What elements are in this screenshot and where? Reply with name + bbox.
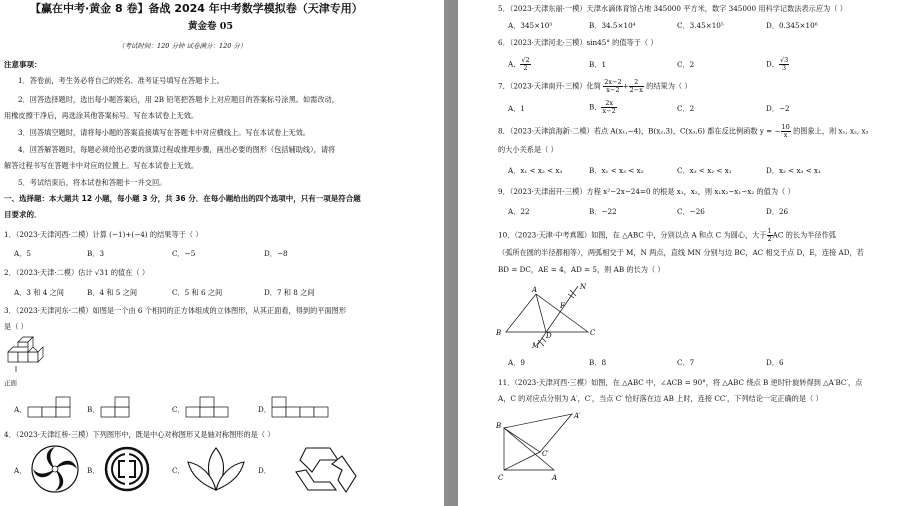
q10-option-d[interactable]: D．6 bbox=[766, 358, 784, 367]
q6-option-d[interactable] bbox=[766, 57, 789, 72]
q6-option-a-letter: A． bbox=[508, 59, 521, 69]
q11-stem-cont: A，C 的对应点分别为 A′，C′，当点 C′ 恰好落在边 AB 上时，连接 CC′，下列结论一定正确的是（ ） bbox=[498, 394, 823, 403]
q4-stem: 4．（2023·天津红桥·三模）下列图形中，既是中心对称图形又是轴对称图形的是（ ） bbox=[4, 430, 275, 439]
q4-option-c-figure bbox=[184, 444, 248, 494]
q11-rotation-figure bbox=[496, 406, 586, 486]
note-line: 用橡皮擦干净后，再选涂其他答案标号。写在本试卷上无效。 bbox=[4, 111, 199, 120]
q1-stem: 1．（2023·天津河西·二模）计算 (−1)+(−4) 的结果等于（ ） bbox=[4, 230, 203, 239]
plus-sign: + bbox=[622, 81, 629, 91]
q10-label-d: D bbox=[546, 332, 552, 340]
q9-option-b[interactable]: B．−22 bbox=[589, 207, 617, 216]
q3-solid-figure bbox=[6, 336, 50, 372]
q10-label-a: A bbox=[532, 286, 538, 294]
q6-stem: 6．（2023·天津河北·三模）sin45° 的值等于（ ） bbox=[498, 38, 658, 47]
notes-header: 注意事项： bbox=[4, 60, 42, 69]
q8-option-d[interactable]: D．x₂ < x₃ < x₁ bbox=[766, 166, 821, 175]
q11-stem: 11．（2023·天津河西·三模）如图，在 △ABC 中，∠ACB = 90°，将 △ABC 绕点 B 逆时针旋转得到 △A′BC′，点 bbox=[498, 378, 863, 387]
q3-option-c[interactable]: C． bbox=[172, 405, 185, 414]
q1-option-b[interactable]: B．3 bbox=[87, 249, 105, 258]
fraction-numerator: √2 bbox=[521, 56, 530, 64]
exam-title: 【赢在中考·黄金 8 卷】备战 2024 年中考数学模拟卷（天津专用） bbox=[30, 2, 363, 15]
q5-option-b[interactable]: B．34.5×10⁴ bbox=[589, 21, 636, 30]
q7-stem-pre: 7．（2023·天津南开·三模）化简 bbox=[498, 81, 601, 91]
q11-label-a: A bbox=[552, 474, 558, 482]
q4-option-c[interactable]: C． bbox=[172, 466, 185, 475]
q8-fraction bbox=[781, 124, 791, 139]
q10-option-a[interactable]: A．9 bbox=[508, 358, 525, 367]
q6-option-d-letter: D． bbox=[766, 59, 779, 69]
q6-option-a[interactable] bbox=[508, 57, 531, 72]
note-line: 5．考试结束后，将本试卷和答题卡一并交回。 bbox=[18, 178, 167, 187]
q10-label-f: F bbox=[560, 302, 565, 310]
q6-option-b[interactable]: B．1 bbox=[589, 60, 607, 69]
q7-stem bbox=[498, 79, 692, 94]
fraction-denominator: 2 bbox=[523, 64, 528, 72]
q7-option-b[interactable] bbox=[589, 100, 617, 115]
q4-option-b[interactable]: B． bbox=[87, 466, 100, 475]
q3-option-d[interactable]: D． bbox=[258, 405, 271, 414]
q7-option-c[interactable]: C．2 bbox=[677, 104, 695, 113]
q8-stem-pre: 8．（2023·天津滨海新·二模）若点 A(x₁,−4)，B(x₂,3)，C(x₃,6) 都在反比例函数 y = − bbox=[498, 126, 781, 136]
q10-triangle-figure bbox=[494, 280, 604, 348]
fraction-numerator: 2 bbox=[629, 79, 644, 87]
fraction-numerator: 2x−2 bbox=[604, 78, 622, 86]
q10-label-n: N bbox=[580, 283, 587, 291]
q10-stem-cont: （弧所在圆的半径都相等），两弧相交于 M，N 两点，直线 MN 分别与边 BC，AC 相交于点 D，E，连接 AD，若 bbox=[498, 248, 864, 257]
q2-option-c[interactable]: C．5 和 6 之间 bbox=[172, 288, 223, 297]
q9-option-a[interactable]: A．22 bbox=[508, 207, 530, 216]
q4-option-b-figure bbox=[104, 446, 150, 492]
q4-option-d-figure bbox=[290, 442, 362, 496]
q8-stem bbox=[498, 124, 868, 139]
note-line: 2．回答选择题时，选出每小题答案后，用 2B 铅笔把答题卡上对应题目的答案标号涂黑。如需改动， bbox=[18, 95, 339, 104]
q4-option-d[interactable]: D． bbox=[258, 466, 271, 475]
q9-option-c[interactable]: C．−26 bbox=[677, 207, 705, 216]
q6-option-d-fraction bbox=[779, 57, 789, 72]
q8-option-a[interactable]: A．x₁ < x₂ < x₃ bbox=[508, 166, 563, 175]
q8-option-b[interactable]: B．x₁ < x₃ < x₂ bbox=[589, 166, 644, 175]
q1-option-d[interactable]: D．−8 bbox=[264, 249, 288, 258]
section-1-heading: 一、选择题：本大题共 12 小题，每小题 3 分，共 36 分．在每小题给出的四个选项中，只有一项是符合题 bbox=[4, 194, 361, 203]
q1-option-c[interactable]: C．−5 bbox=[172, 249, 196, 258]
q7-stem-post: 的结果为（ ） bbox=[646, 81, 692, 91]
fraction-numerator: √3 bbox=[779, 56, 789, 64]
q2-option-a[interactable]: A．3 和 4 之间 bbox=[14, 288, 64, 297]
fraction-denominator: 3 bbox=[782, 64, 787, 72]
q9-stem: 9．（2023·天津南开·三模）方程 x²−2x−24=0 的根是 x₁，x₂，则 x₁x₂−x₁−x₂ 的值为（ ） bbox=[498, 187, 795, 196]
q7-fraction-2 bbox=[629, 79, 644, 94]
q6-option-c[interactable]: C．2 bbox=[677, 60, 695, 69]
exam-page-right bbox=[458, 0, 900, 506]
fraction-numerator: 1 bbox=[767, 227, 772, 235]
section-1-heading-cont: 目要求的． bbox=[4, 210, 42, 219]
q1-option-a[interactable]: A．5 bbox=[14, 249, 31, 258]
q7-fraction-1 bbox=[603, 79, 622, 94]
q4-option-a[interactable]: A． bbox=[14, 466, 27, 475]
q5-option-d[interactable]: D．0.345×10⁶ bbox=[766, 21, 818, 30]
q4-option-a-figure bbox=[30, 444, 80, 494]
note-line: 4．回答解答题时，每题必须给出必要的演算过程或推理步骤，画出必要的图形（包括辅助线），请将 bbox=[18, 145, 336, 154]
note-line: 1．答卷前，考生务必将自己的姓名、准考证号填写在答题卡上。 bbox=[18, 76, 224, 85]
q3-option-a[interactable]: A． bbox=[14, 405, 27, 414]
q10-label-b: B bbox=[496, 329, 502, 337]
exam-info: （考试时间：120 分钟 试卷满分：120 分） bbox=[118, 42, 247, 50]
q8-option-c[interactable]: C．x₃ < x₂ < x₁ bbox=[677, 166, 732, 175]
q3-option-d-figure bbox=[271, 396, 331, 418]
fraction-denominator: 2−x bbox=[629, 86, 643, 94]
q3-option-c-figure bbox=[185, 396, 230, 418]
q7-option-d[interactable]: D．−2 bbox=[766, 104, 790, 113]
note-line: 解答过程书写在答题卡中对应的位置上。写在本试卷上无效。 bbox=[4, 161, 199, 170]
fraction-numerator: 2x bbox=[601, 100, 616, 108]
q8-stem-cont: 的大小关系是（ ） bbox=[498, 145, 558, 154]
q11-label-c-prime: C′ bbox=[542, 450, 549, 458]
q5-option-a[interactable]: A．345×10³ bbox=[508, 21, 553, 30]
q3-option-b[interactable]: B． bbox=[87, 405, 100, 414]
q11-label-c: C bbox=[498, 474, 504, 482]
fraction-denominator: 2 bbox=[767, 235, 772, 243]
q10-option-c[interactable]: C．7 bbox=[677, 358, 695, 367]
q10-stem-cont2: BD = DC，AE = 4，AD = 5，则 AB 的长为（ ） bbox=[498, 265, 665, 274]
q10-option-b[interactable]: B．8 bbox=[589, 358, 607, 367]
q3-option-a-figure bbox=[27, 396, 72, 418]
q7-option-b-letter: B． bbox=[589, 102, 602, 112]
q10-label-c: C bbox=[590, 329, 596, 337]
fraction-numerator: 10 bbox=[781, 123, 790, 131]
q10-label-m: M bbox=[532, 342, 540, 350]
fraction-denominator: x−2 bbox=[606, 86, 620, 94]
fraction-denominator: x−2 bbox=[602, 107, 616, 115]
q10-stem-post: AC 的长为半径作弧 bbox=[772, 230, 836, 240]
q11-label-b: B bbox=[496, 422, 502, 430]
q2-option-d[interactable]: D．7 和 8 之间 bbox=[264, 288, 315, 297]
q8-stem-post: 的图象上，则 x₁, x₂, x₃ bbox=[790, 126, 869, 136]
page-gap bbox=[444, 0, 458, 506]
q11-label-a-prime: A′ bbox=[574, 412, 581, 420]
q7-option-a[interactable]: A．1 bbox=[508, 104, 525, 113]
q2-stem: 2．（2023·天津·二模）估计 √31 的值在（ ） bbox=[4, 268, 150, 277]
exam-page-left bbox=[0, 0, 444, 506]
q5-option-c[interactable]: C．3.45×10⁵ bbox=[677, 21, 724, 30]
q2-option-b[interactable]: B．4 和 5 之间 bbox=[87, 288, 138, 297]
front-view-label: 正面 bbox=[4, 379, 17, 387]
exam-subtitle: 黄金卷 05 bbox=[188, 21, 234, 32]
q10-stem bbox=[498, 228, 836, 243]
fraction-denominator: x bbox=[783, 131, 788, 139]
q6-option-a-fraction bbox=[520, 57, 530, 72]
q3-option-b-figure bbox=[100, 396, 132, 418]
q3-stem-cont: 是（ ） bbox=[4, 322, 28, 331]
q5-stem: 5．（2023·天津东丽·一模）天津水滴体育馆占地 345000 平方米，数字 345000 用科学记数法表示应为（ ） bbox=[498, 4, 847, 13]
note-line: 3．回答填空题时，请将每小题的答案直接填写在答题卡中对应横线上。写在本试卷上无效。 bbox=[18, 128, 311, 137]
q10-stem-pre: 10．（2023·天津·中考真题）如图，在 △ABC 中，分别以点 A 和点 C 为圆心，大于 bbox=[498, 230, 767, 240]
q3-stem: 3．（2023·天津河东·二模）如图是一个由 6 个相同的正方体组成的立体图形，从其正面看，得到的平面图形 bbox=[4, 306, 347, 315]
q7-option-b-fraction bbox=[601, 100, 616, 115]
q9-option-d[interactable]: D．26 bbox=[766, 207, 789, 216]
